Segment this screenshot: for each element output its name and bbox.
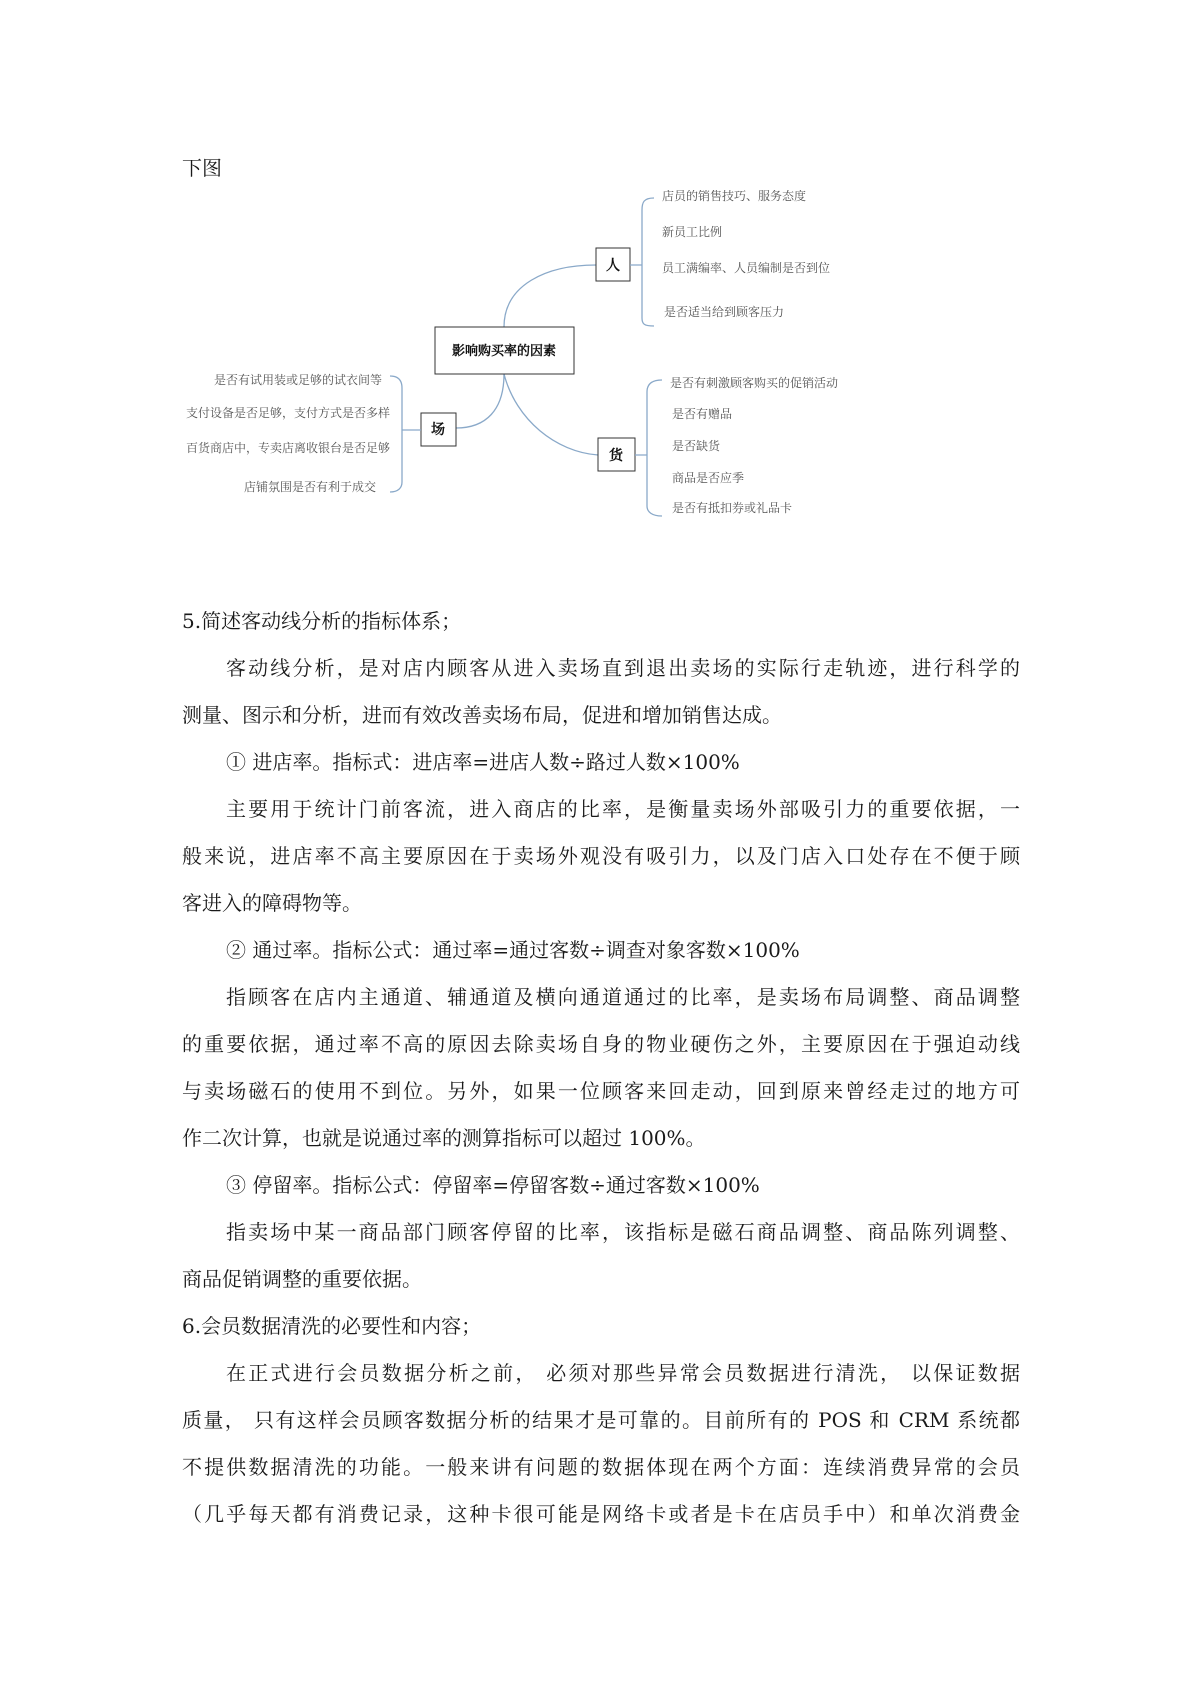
section-6-paragraph-1-line-2: 质量， 只有这样会员顾客数据分析的结果才是可靠的。目前所有的 POS 和 CRM 系统都 xyxy=(182,1408,1020,1432)
place-item-4: 店铺氛围是否有利于成交 xyxy=(243,480,376,494)
document-body xyxy=(182,598,1020,1538)
section-5-paragraph-3-line-1: 指顾客在店内主通道、辅通道及横向通道通过的比率，是卖场布局调整、商品调整 xyxy=(226,985,1020,1009)
section-6-paragraph-1-line-1: 在正式进行会员数据分析之前， 必须对那些异常会员数据进行清洗， 以保证数据 xyxy=(226,1361,1020,1385)
connector-root-people xyxy=(504,265,596,327)
section-5-paragraph-3-line-2: 的重要依据，通过率不高的原因去除卖场自身的物业硬伤之外，主要原因在于强迫动线 xyxy=(182,1032,1020,1056)
people-item-2: 新员工比例 xyxy=(662,225,723,239)
place-item-1: 是否有试用装或足够的试衣间等 xyxy=(213,373,382,387)
section-5-paragraph-1-line-1: 客动线分析，是对店内顾客从进入卖场直到退出卖场的实际行走轨迹，进行科学的 xyxy=(226,656,1020,680)
place-node-label: 场 xyxy=(431,422,445,438)
section-5-item-3: ③ 停留率。指标公式：停留率=停留客数÷通过客数×100% xyxy=(226,1173,760,1197)
place-item-2: 支付设备是否足够，支付方式是否多样 xyxy=(186,406,390,420)
connector-root-place xyxy=(456,374,504,428)
place-bracket xyxy=(390,376,421,492)
people-item-3: 员工满编率、人员编制是否到位 xyxy=(662,261,831,275)
goods-item-1: 是否有刺激顾客购买的促销活动 xyxy=(670,376,839,390)
section-6-heading: 6.会员数据清洗的必要性和内容； xyxy=(182,1314,482,1338)
people-bracket xyxy=(630,198,654,326)
section-5-paragraph-2-line-2: 般来说，进店率不高主要原因在于卖场外观没有吸引力，以及门店入口处存在不便于顾 xyxy=(182,844,1020,868)
mind-map-diagram xyxy=(186,190,986,582)
section-5-paragraph-4-line-1: 指卖场中某一商品部门顾客停留的比率，该指标是磁石商品调整、商品陈列调整、 xyxy=(226,1220,1020,1244)
root-node-label: 影响购买率的因素 xyxy=(451,344,557,359)
people-node-label: 人 xyxy=(606,258,620,274)
section-5-heading: 5.简述客动线分析的指标体系； xyxy=(182,609,462,633)
section-5-paragraph-2-line-3: 客进入的障碍物等。 xyxy=(182,891,362,915)
section-6-paragraph-1-line-3: 不提供数据清洗的功能。一般来讲有问题的数据体现在两个方面：连续消费异常的会员 xyxy=(182,1455,1020,1479)
section-5-paragraph-1-line-2: 测量、图示和分析，进而有效改善卖场布局，促进和增加销售达成。 xyxy=(182,703,782,727)
connector-root-goods xyxy=(504,374,598,455)
place-item-3: 百货商店中，专卖店离收银台是否足够 xyxy=(186,441,390,455)
section-5-paragraph-3-line-4: 作二次计算，也就是说通过率的测算指标可以超过 100%。 xyxy=(182,1126,706,1150)
goods-item-5: 是否有抵扣券或礼品卡 xyxy=(672,501,793,515)
section-5-paragraph-4-line-2: 商品促销调整的重要依据。 xyxy=(182,1267,422,1291)
people-item-1: 店员的销售技巧、服务态度 xyxy=(662,190,807,203)
intro-text: 下图 xyxy=(182,156,222,180)
goods-item-2: 是否有赠品 xyxy=(672,407,733,421)
section-5-item-2: ② 通过率。指标公式：通过率=通过客数÷调查对象客数×100% xyxy=(226,938,800,962)
goods-bracket xyxy=(635,380,662,516)
goods-node-label: 货 xyxy=(609,448,623,464)
section-5-paragraph-3-line-3: 与卖场磁石的使用不到位。另外，如果一位顾客来回走动，回到原来曾经走过的地方可 xyxy=(182,1079,1020,1103)
people-item-4: 是否适当给到顾客压力 xyxy=(664,305,785,319)
section-5-paragraph-2-line-1: 主要用于统计门前客流，进入商店的比率，是衡量卖场外部吸引力的重要依据，一 xyxy=(226,797,1020,821)
section-5-item-1: ① 进店率。指标式：进店率=进店人数÷路过人数×100% xyxy=(226,750,740,774)
goods-item-3: 是否缺货 xyxy=(672,439,721,453)
section-6-paragraph-1-line-4: （几乎每天都有消费记录，这种卡很可能是网络卡或者是卡在店员手中）和单次消费金 xyxy=(182,1502,1020,1526)
goods-item-4: 商品是否应季 xyxy=(672,471,745,485)
